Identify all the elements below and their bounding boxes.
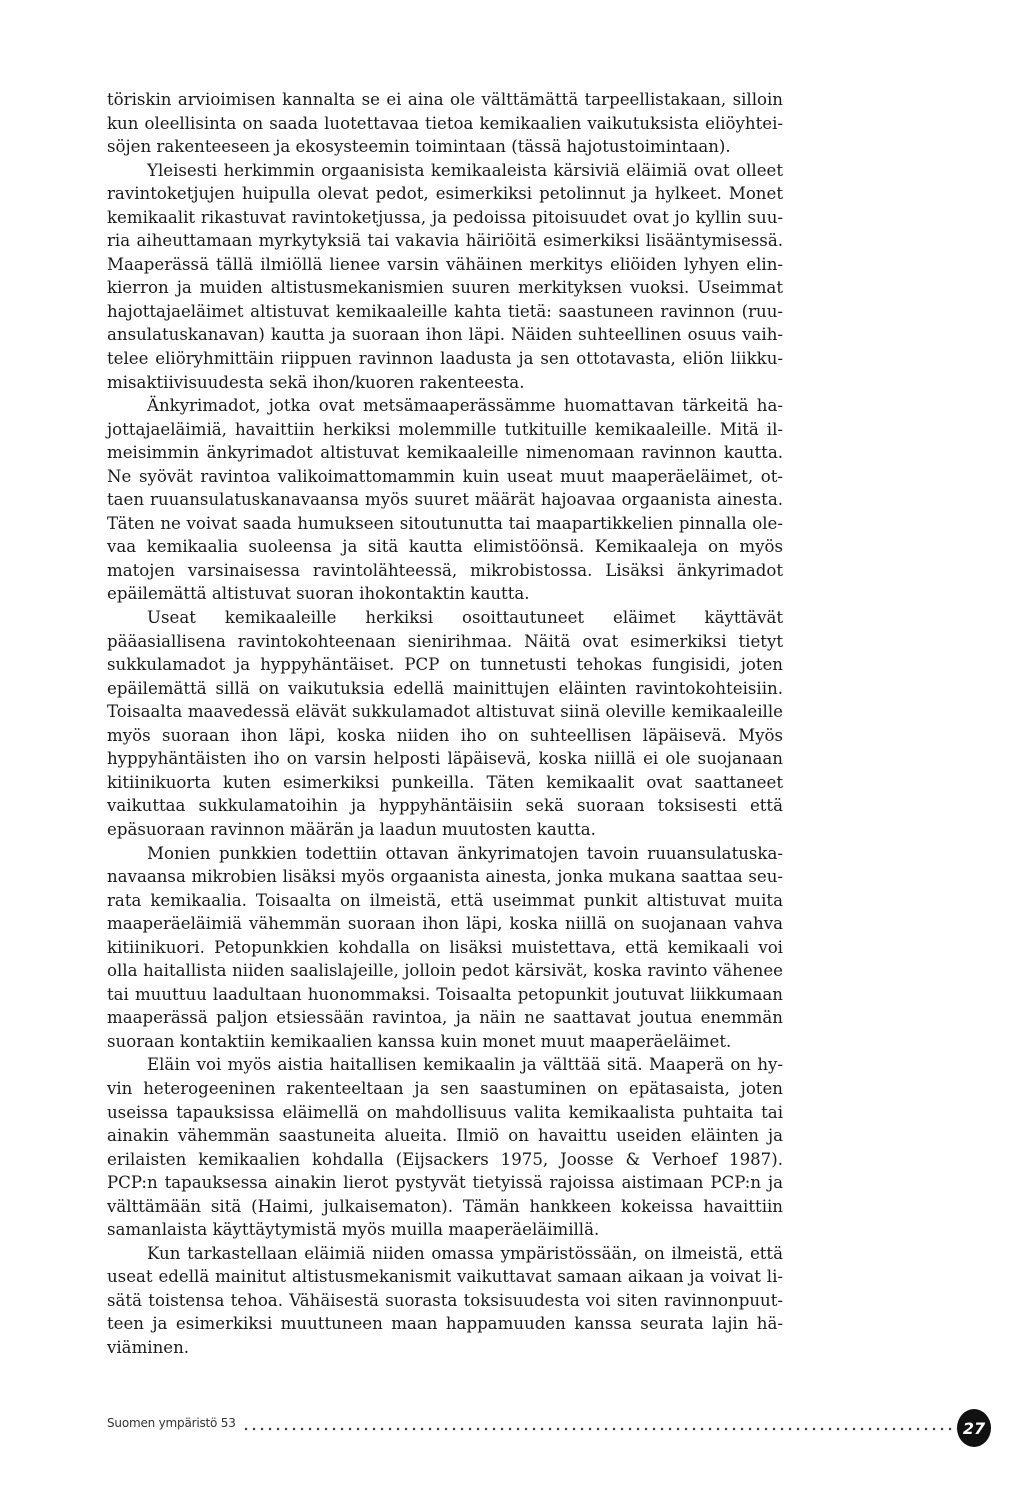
paragraph: Kun tarkastellaan eläimiä niiden omassa ympäristössään, on ilmeistä, että useat edellä mainitut altistusmekanismit vaikuttavat samaan aikaan ja voivat lisätä toistensa tehoa. Vähäisestä suorasta toksisuudesta voi siten ravinnonpuutteen ja esimerkiksi muuttuneen maan happamuuden kanssa seurata lajin häviäminen. [107, 1243, 783, 1357]
paragraph: Änkyrimadot, jotka ovat metsämaaperässämme huomattavan tärkeitä hajottajaeläimiä, havaittiin herkiksi molemmille tutkituille kemikaaleille. Mitä ilmeisimmin änkyrimadot altistuvat kemikaaleille nimenomaan ravinnon kautta. Ne syövät ravintoa valikoimattomammin kuin useat muut maaperäeläimet, ottaen ruuansulatuskanavaansa myös suuret määrät hajoavaa orgaanista ainesta. Täten ne voivat saada humukseen sitoutunutta tai maapartikkelien pinnalla olevaa kemikaalia suoleensa ja sitä kautta elimistöönsä. Kemikaaleja on myös matojen varsinaisessa ravintolähteessä, mikrobistossa. Lisäksi änkyrimadot epäilemättä altistuvat suoran ihokontaktin kautta. [107, 396, 783, 604]
page-footer [107, 1409, 987, 1459]
paragraph: Useat kemikaaleille herkiksi osoittautuneet eläimet käyttävät pääasiallisena ravintokohteenaan sienirihmaa. Näitä ovat esimerkiksi tietyt sukkulamadot ja hyppyhäntäiset. PCP on tunnetusti tehokas fungisidi, joten epäilemättä sillä on vaikutuksia edellä mainittujen eläinten ravintokohteisiin. Toisaalta maavedessä elävät sukkulamadot altistuvat siinä oleville kemikaaleille myös suoraan ihon läpi, koska niiden iho on suhteellisen läpäisevä. Myös hyppyhäntäisten iho on varsin helposti läpäisevä, koska niillä ei ole suojanaan kitiinikuorta kuten esimerkiksi punkeilla. Täten kemikaalit ovat saattaneet vaikuttaa sukkulamatoihin ja hyppyhäntäisiin sekä suoraan toksisesti että epäsuoraan ravinnon määrän ja laadun muutosten kautta. [107, 608, 783, 839]
page-body [107, 88, 783, 1360]
publication-name: Suomen ympäristö 53 [107, 1416, 236, 1430]
paragraph: Eläin voi myös aistia haitallisen kemikaalin ja välttää sitä. Maaperä on hyvin heterogeeninen rakenteeltaan ja sen saastuminen on epätasaista, joten useissa tapauksissa eläimellä on mahdollisuus valita kemikaalista puhtaita tai ainakin vähemmän saastuneita alueita. Ilmiö on havaittu useiden eläinten ja erilaisten kemikaalien kohdalla (Eijsackers 1975, Joosse & Verhoef 1987). PCP:n tapauksessa ainakin lierot pystyvät tietyissä rajoissa aistimaan PCP:n ja välttämään sitä (Haimi, julkaisematon). Tämän hankkeen kokeissa havaittiin samanlaista käyttäytymistä myös muilla maaperäeläimillä. [107, 1055, 783, 1240]
paragraph: Monien punkkien todettiin ottavan änkyrimatojen tavoin ruuansulatuskanavaansa mikrobien lisäksi myös orgaanista ainesta, jonka mukana saattaa seurata kemikaalia. Toisaalta on ilmeistä, että useimmat punkit altistuvat muita maaperäeläimiä vähemmän suoraan ihon läpi, koska niillä on suojanaan vahva kitiinikuori. Petopunkkien kohdalla on lisäksi muistettava, että kemikaali voi olla haitallista niiden saalislajeille, jolloin pedot kärsivät, koska ravinto vähenee tai muuttuu laadultaan huonommaksi. Toisaalta petopunkit joutuvat liikkumaan maaperässä paljon etsiessään ravintoa, ja näin ne saattavat joutua enemmän suoraan kontaktiin kemikaalien kanssa kuin monet muut maaperäeläimet. [107, 843, 783, 1051]
page-number-badge: 27 [957, 1409, 991, 1447]
paragraph: töriskin arvioimisen kannalta se ei aina ole välttämättä tarpeellistakaan, silloin kun oleellisinta on saada luotettavaa tietoa kemikaalien vaikutuksista eliöyhteisöjen rakenteeseen ja ekosysteemin toimintaan (tässä hajotustoimintaan). [107, 90, 783, 157]
dotted-leader [242, 1427, 957, 1431]
paragraph: Yleisesti herkimmin orgaanisista kemikaaleista kärsiviä eläimiä ovat olleet ravintoketjujen huipulla olevat pedot, esimerkiksi petolinnut ja hylkeet. Monet kemikaalit rikastuvat ravintoketjussa, ja pedoissa pitoisuudet ovat jo kyllin suuria aiheuttamaan myrkytyksiä tai vakavia häiriöitä esimerkiksi lisääntymisessä. Maaperässä tällä ilmiöllä lienee varsin vähäinen merkitys eliöiden lyhyen elinkierron ja muiden altistusmekanismien suuren merkityksen vuoksi. Useimmat hajottajaeläimet altistuvat kemikaaleille kahta tietä: saastuneen ravinnon (ruuansulatuskanavan) kautta ja suoraan ihon läpi. Näiden suhteellinen osuus vaihtelee eliöryhmittäin riippuen ravinnon laadusta ja sen ottotavasta, eliön liikkumisaktiivisuudesta sekä ihon/kuoren rakenteesta. [107, 160, 783, 392]
